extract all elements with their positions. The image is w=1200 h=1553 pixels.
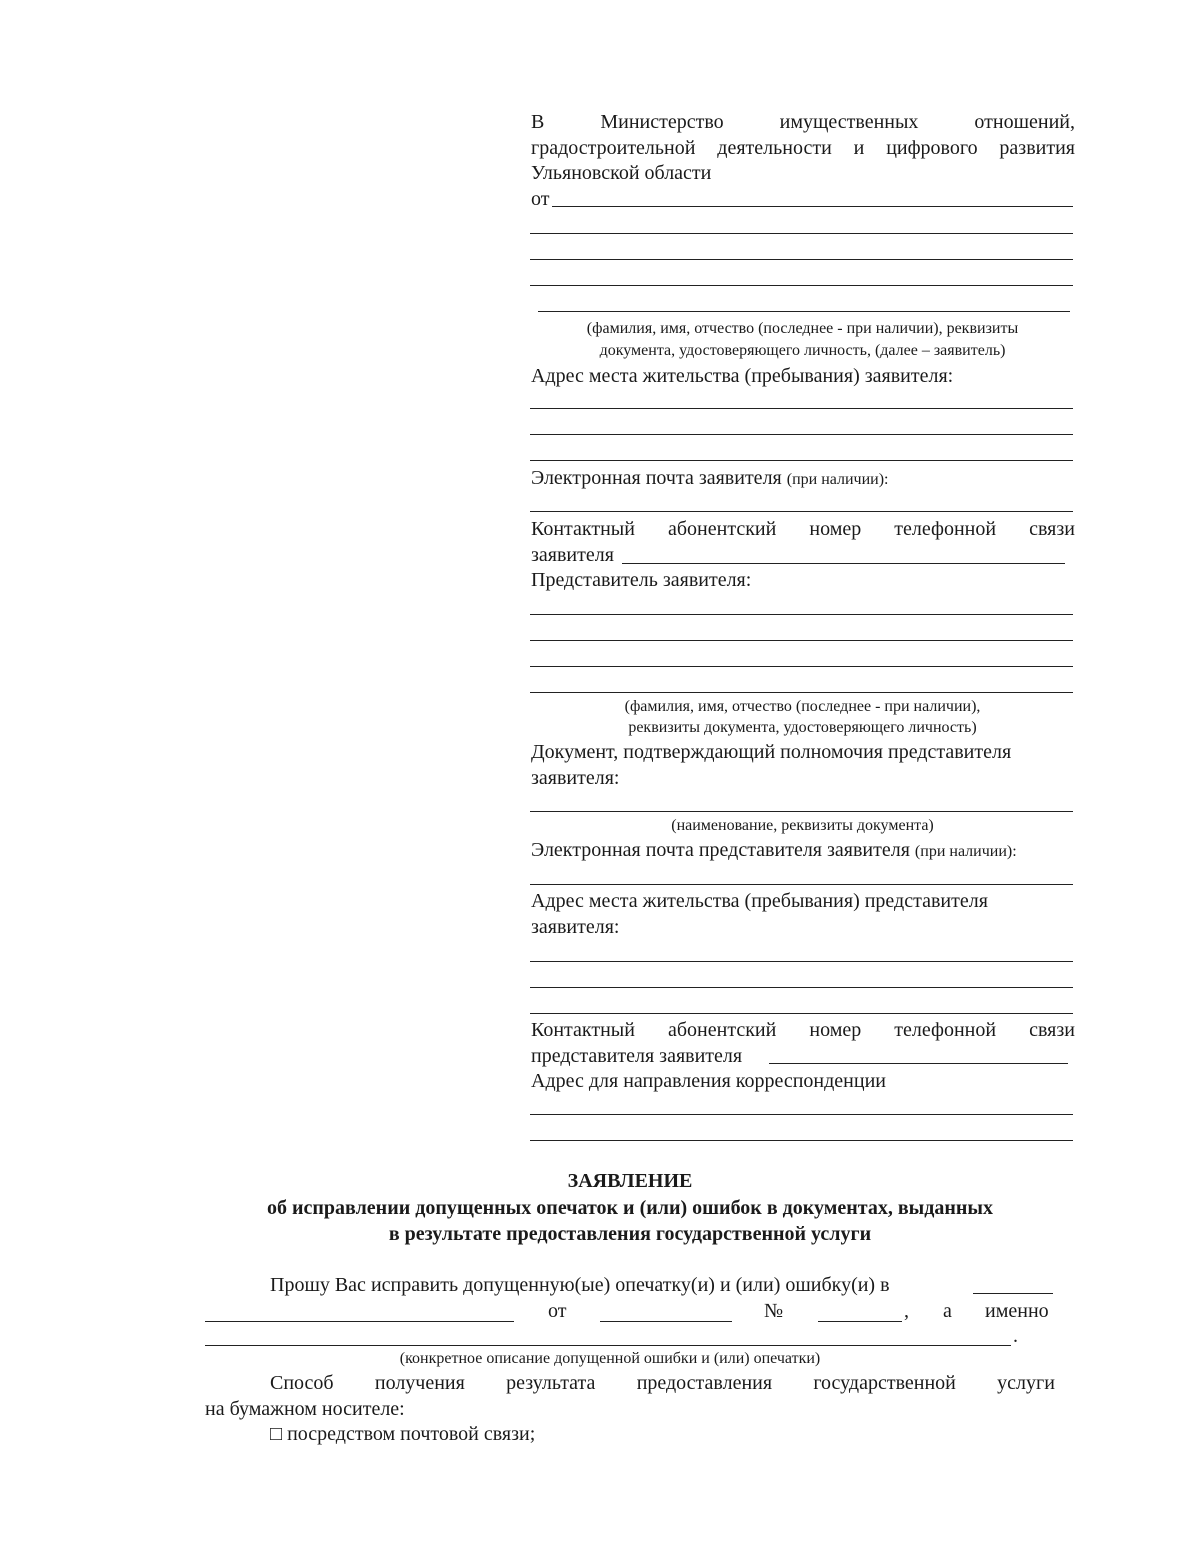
addressee-line-1 bbox=[531, 109, 1075, 135]
document-name-fill-line-2[interactable] bbox=[205, 1321, 514, 1322]
option-mail-checkbox[interactable]: □ посредством почтовой связи; bbox=[270, 1423, 536, 1445]
applicant-fill-line[interactable] bbox=[530, 285, 1073, 286]
phone-word: телефонной bbox=[894, 518, 997, 540]
document-title: ЗАЯВЛЕНИЕ bbox=[567, 1170, 693, 1192]
addressee-word: отношений, bbox=[974, 111, 1075, 133]
rep-caption-1: (фамилия, имя, отчество (последнее - при наличии), bbox=[624, 698, 981, 715]
representative-fill-line[interactable] bbox=[530, 640, 1073, 641]
representative-fill-line[interactable] bbox=[530, 666, 1073, 667]
rep-email-row bbox=[531, 837, 1017, 865]
applicant-caption-2: документа, удостоверяющего личность, (далее – заявитель) bbox=[599, 342, 1006, 359]
addressee-word: Министерство bbox=[600, 111, 724, 133]
rep-phone-label-line-1 bbox=[531, 1017, 1075, 1043]
rep-phone-word: связи bbox=[1029, 1019, 1075, 1041]
address-label: Адрес места жительства (пребывания) заявителя: bbox=[531, 365, 954, 387]
method-word: государственной bbox=[813, 1372, 956, 1394]
addressee-line-3: Ульяновской области bbox=[531, 162, 712, 184]
phone-label-line-2: заявителя bbox=[531, 544, 614, 566]
email-label: Электронная почта заявителя bbox=[531, 467, 782, 489]
applicant-fill-line[interactable] bbox=[538, 311, 1070, 312]
addressee-line-2 bbox=[531, 135, 1075, 161]
applicant-fill-line[interactable] bbox=[530, 233, 1073, 234]
description-fill-line[interactable] bbox=[205, 1345, 1011, 1346]
corr-address-fill-line[interactable] bbox=[530, 1140, 1073, 1141]
rep-email-fill-line[interactable] bbox=[530, 884, 1073, 885]
applicant-fill-line[interactable] bbox=[530, 259, 1073, 260]
from-label: от bbox=[531, 188, 550, 210]
addressee-word: градостроительной bbox=[531, 137, 696, 159]
corr-address-fill-line[interactable] bbox=[530, 1114, 1073, 1115]
rep-doc-label-2: заявителя: bbox=[531, 767, 620, 789]
request-line-1: Прошу Вас исправить допущенную(ые) опечатку(и) и (или) ошибку(и) в bbox=[270, 1274, 890, 1296]
rep-doc-fill-line[interactable] bbox=[530, 811, 1073, 812]
email-fill-line[interactable] bbox=[530, 511, 1073, 512]
method-word: предоставления bbox=[636, 1372, 773, 1394]
addressee-word: имущественных bbox=[779, 111, 919, 133]
rep-caption-2: реквизиты документа, удостоверяющего личность) bbox=[628, 719, 977, 736]
phone-fill-line[interactable] bbox=[622, 563, 1065, 564]
address-fill-line[interactable] bbox=[530, 434, 1073, 435]
number-fill-line[interactable] bbox=[818, 1321, 902, 1322]
applicant-caption-1: (фамилия, имя, отчество (последнее - при наличии), реквизиты bbox=[586, 320, 1019, 337]
rep-phone-label-line-2: представителя заявителя bbox=[531, 1045, 743, 1067]
period: . bbox=[1013, 1325, 1018, 1347]
phone-word: Контактный bbox=[531, 518, 635, 540]
date-fill-line[interactable] bbox=[600, 1321, 732, 1322]
address-fill-line[interactable] bbox=[530, 460, 1073, 461]
addressee-word: деятельности bbox=[717, 137, 832, 159]
rep-address-label-1: Адрес места жительства (пребывания) представителя bbox=[531, 890, 988, 912]
rep-phone-word: Контактный bbox=[531, 1019, 635, 1041]
addressee-word: В bbox=[531, 111, 545, 133]
method-line-2: на бумажном носителе: bbox=[205, 1398, 405, 1420]
rep-email-label: Электронная почта представителя заявителя bbox=[531, 839, 910, 861]
addressee-word: развития bbox=[999, 137, 1075, 159]
applicant-fill-line[interactable] bbox=[552, 206, 1073, 207]
comma: , bbox=[904, 1300, 909, 1322]
and-word: а bbox=[943, 1300, 952, 1322]
rep-doc-label-1: Документ, подтверждающий полномочия представителя bbox=[531, 741, 1012, 763]
method-word: Способ bbox=[270, 1372, 334, 1394]
rep-email-note: (при наличии): bbox=[914, 843, 1017, 860]
method-word: услуги bbox=[997, 1372, 1055, 1394]
rep-phone-fill-line[interactable] bbox=[769, 1063, 1068, 1064]
rep-doc-caption: (наименование, реквизиты документа) bbox=[671, 817, 934, 834]
rep-address-fill-line[interactable] bbox=[530, 1013, 1073, 1014]
method-word: получения bbox=[374, 1372, 465, 1394]
number-sign: № bbox=[764, 1300, 784, 1322]
method-word: результата bbox=[506, 1372, 596, 1394]
document-name-fill-line[interactable] bbox=[973, 1293, 1053, 1294]
from-word: от bbox=[548, 1300, 567, 1322]
document-subtitle-1: об исправлении допущенных опечаток и (или) ошибок в документах, выданных bbox=[266, 1197, 994, 1219]
rep-phone-word: абонентский bbox=[668, 1019, 777, 1041]
phone-word: номер bbox=[809, 518, 862, 540]
representative-fill-line[interactable] bbox=[530, 614, 1073, 615]
description-caption: (конкретное описание допущенной ошибки и (или) опечатки) bbox=[399, 1350, 821, 1367]
phone-word: связи bbox=[1029, 518, 1075, 540]
email-label-row bbox=[531, 465, 889, 493]
representative-label: Представитель заявителя: bbox=[531, 569, 752, 591]
address-fill-line[interactable] bbox=[530, 408, 1073, 409]
phone-label-line-1 bbox=[531, 516, 1075, 542]
rep-address-label-2: заявителя: bbox=[531, 916, 620, 938]
email-note: (при наличии): bbox=[786, 471, 889, 488]
rep-address-fill-line[interactable] bbox=[530, 961, 1073, 962]
method-line-1 bbox=[270, 1370, 1055, 1396]
rep-phone-word: номер bbox=[809, 1019, 862, 1041]
representative-fill-line[interactable] bbox=[530, 692, 1073, 693]
rep-address-fill-line[interactable] bbox=[530, 987, 1073, 988]
addressee-word: цифрового bbox=[886, 137, 978, 159]
document-subtitle-2: в результате предоставления государственной услуги bbox=[388, 1223, 872, 1245]
namely-word: именно bbox=[985, 1300, 1049, 1322]
addressee-word: и bbox=[853, 137, 865, 159]
rep-phone-word: телефонной bbox=[894, 1019, 997, 1041]
phone-word: абонентский bbox=[668, 518, 777, 540]
corr-address-label: Адрес для направления корреспонденции bbox=[531, 1070, 886, 1092]
